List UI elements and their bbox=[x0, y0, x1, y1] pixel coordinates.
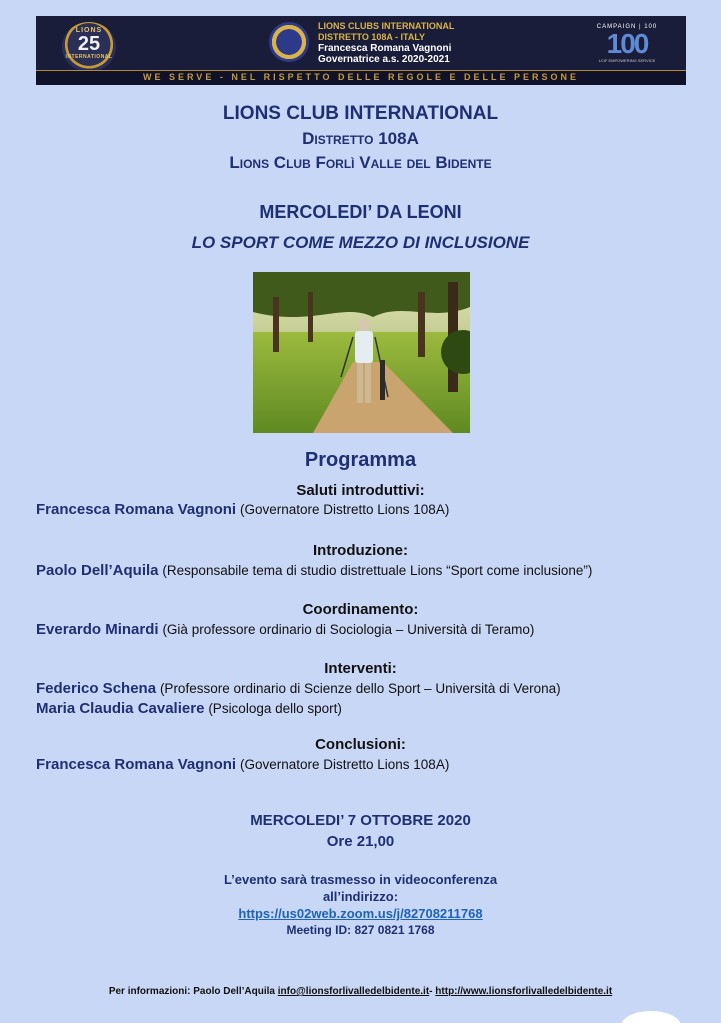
section-title: Conclusioni: bbox=[315, 736, 406, 753]
meeting-id: Meeting ID: 827 0821 1768 bbox=[286, 923, 435, 937]
section-title: Interventi: bbox=[324, 660, 397, 677]
logo-25-lions-text: LIONS bbox=[75, 27, 103, 34]
speaker-role: (Psicologa dello sport) bbox=[208, 701, 342, 716]
speaker-row bbox=[36, 562, 592, 579]
speaker-name: Francesca Romana Vagnoni bbox=[36, 756, 237, 773]
campaign-label: CAMPAIGN | 100 bbox=[596, 24, 658, 30]
broadcast-line-1: L’evento sarà trasmesso in videoconferenza bbox=[223, 872, 498, 887]
footer-separator: - bbox=[429, 986, 433, 997]
zoom-link[interactable]: https://us02web.zoom.us/j/82708211768 bbox=[238, 906, 483, 921]
event-title: MERCOLEDI’ DA LEONI bbox=[259, 202, 462, 222]
logo-25-number: 25 bbox=[77, 33, 101, 55]
speaker-role: (Governatore Distretto Lions 108A) bbox=[239, 757, 450, 772]
section-title: Coordinamento: bbox=[302, 601, 419, 618]
section-title: Introduzione: bbox=[313, 542, 408, 559]
banner-motto: WE SERVE - NEL RISPETTO DELLE REGOLE E DELLE PERSONE bbox=[36, 70, 686, 85]
page-corner-decoration bbox=[621, 1011, 681, 1023]
speaker-role: (Già professore ordinario di Sociologia – Università di Teramo) bbox=[162, 622, 535, 637]
speaker-name: Everardo Minardi bbox=[36, 621, 159, 638]
speaker-role: (Professore ordinario di Scienze dello Sport – Università di Verona) bbox=[159, 681, 561, 696]
footer-email-link[interactable]: info@lionsforlivalledelbidente.it bbox=[277, 986, 430, 997]
event-date: MERCOLEDI’ 7 OTTOBRE 2020 bbox=[250, 812, 471, 829]
footer-website-link[interactable]: http://www.lionsforlivalledelbidente.it bbox=[435, 986, 613, 997]
campaign-number: 100 bbox=[606, 28, 648, 59]
section-title: Saluti introduttivi: bbox=[296, 482, 425, 499]
broadcast-line-2: all’indirizzo: bbox=[322, 889, 399, 904]
footer-prefix: Per informazioni: Paolo Dell’Aquila bbox=[108, 986, 275, 997]
banner-line-2: DISTRETTO 108A - ITALY bbox=[318, 32, 426, 42]
speaker-row bbox=[36, 700, 342, 717]
banner-line-1: LIONS CLUBS INTERNATIONAL bbox=[318, 21, 455, 31]
event-photo bbox=[253, 272, 470, 433]
event-subtitle: LO SPORT COME MEZZO DI INCLUSIONE bbox=[191, 233, 530, 252]
header-banner bbox=[36, 16, 686, 85]
campaign-100-logo bbox=[586, 24, 668, 63]
footer-info bbox=[0, 986, 721, 997]
logo-25-intl-text: INTERNATIONAL bbox=[65, 54, 113, 60]
speaker-name: Francesca Romana Vagnoni bbox=[36, 501, 237, 518]
speaker-name: Federico Schena bbox=[36, 680, 157, 697]
org-title: LIONS CLUB INTERNATIONAL bbox=[222, 103, 499, 124]
club-title: Lions Club Forlì Valle del Bidente bbox=[229, 153, 492, 172]
speaker-role: (Responsabile tema di studio distrettuale Lions “Sport come inclusione”) bbox=[162, 563, 593, 578]
campaign-tag: LCIF EMPOWERING SERVICE bbox=[598, 58, 656, 63]
speaker-row bbox=[36, 680, 561, 697]
programma-heading: Programma bbox=[304, 449, 417, 471]
lions-emblem-icon bbox=[269, 22, 309, 62]
lions-25-logo bbox=[62, 22, 116, 72]
speaker-row bbox=[36, 501, 449, 518]
event-time: Ore 21,00 bbox=[326, 833, 395, 850]
speaker-row bbox=[36, 621, 534, 638]
speaker-role: (Governatore Distretto Lions 108A) bbox=[239, 502, 450, 517]
speaker-name: Maria Claudia Cavaliere bbox=[36, 700, 205, 717]
district-title: Distretto 108A bbox=[302, 129, 419, 148]
banner-governor-name: Francesca Romana Vagnoni bbox=[318, 43, 452, 54]
speaker-row bbox=[36, 756, 449, 773]
banner-text bbox=[318, 21, 454, 65]
banner-governor-title: Governatrice a.s. 2020-2021 bbox=[318, 54, 450, 65]
speaker-name: Paolo Dell’Aquila bbox=[36, 562, 159, 579]
